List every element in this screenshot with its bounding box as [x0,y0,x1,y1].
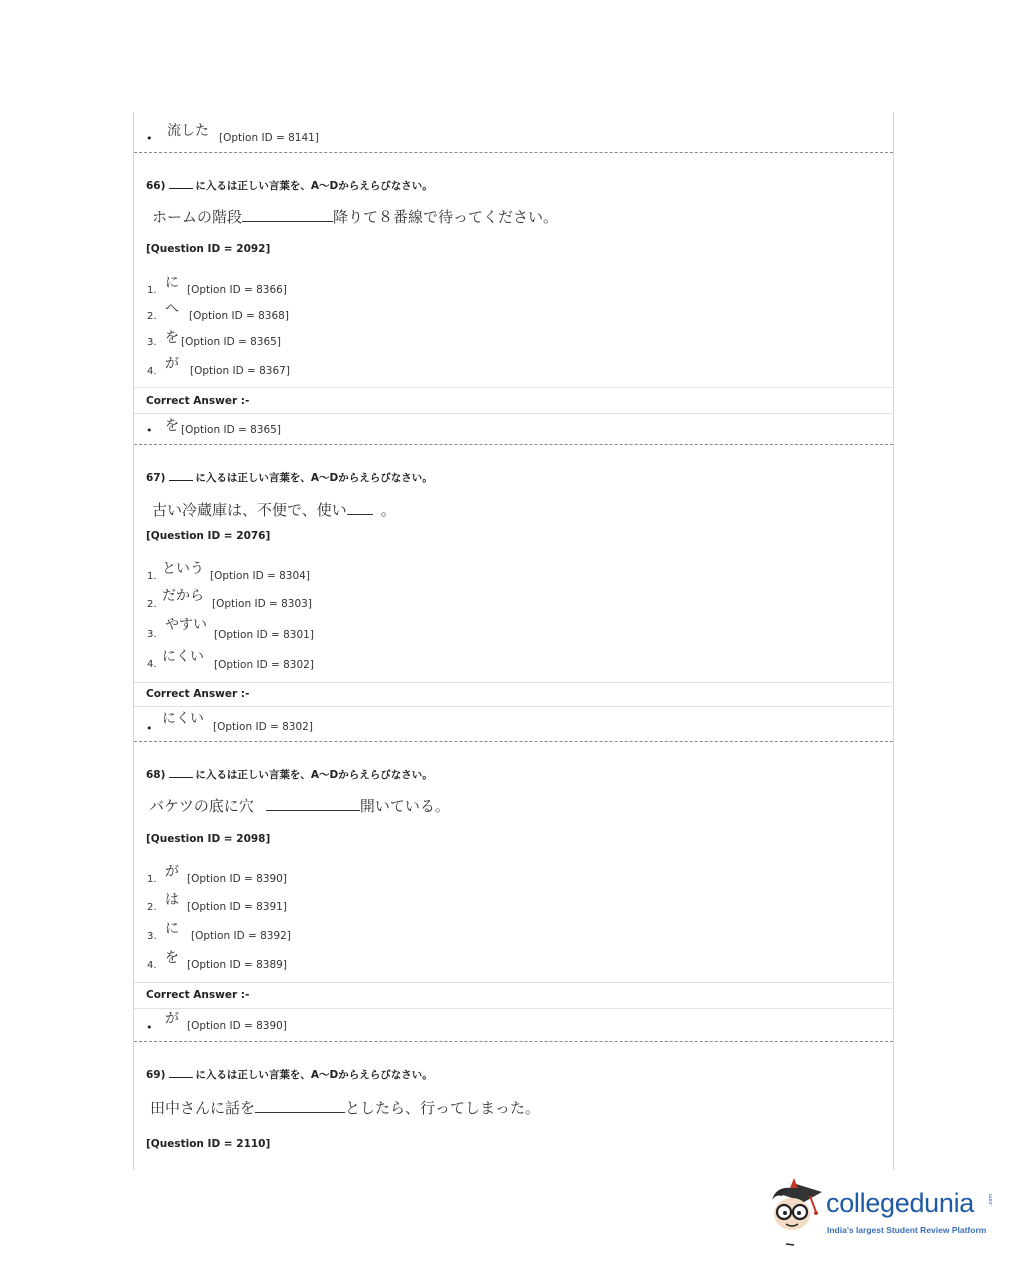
stem-blank [347,500,373,515]
option-number: 4. [147,659,157,670]
option-text: にくい [162,649,204,665]
divider [134,1008,893,1009]
answer-text: 流した [167,123,209,139]
answer-bullet: • [146,722,153,735]
instruction-blank [169,471,193,481]
option-text: という [162,561,204,577]
brand-com: .com [988,1193,994,1206]
question-separator [134,444,893,445]
collegedunia-logo [766,1178,996,1248]
option-id: [Option ID = 8301] [214,629,314,641]
correct-answer-text: を [165,418,179,434]
option-number: 1. [147,571,157,582]
question-paper [133,112,894,1170]
question-separator [134,1041,893,1042]
brand-name: collegedunia [826,1188,975,1218]
option-id: [Option ID = 8391] [187,901,287,913]
correct-answer-option-id: [Option ID = 8302] [213,721,313,733]
instruction-text: に入るは正しい言葉を、A～Dからえらびなさい。 [195,180,433,192]
option-number: 4. [147,366,157,377]
divider [134,682,893,683]
option-number: 3. [147,337,157,348]
mascot-icon [766,1178,826,1248]
correct-answer-option-id: [Option ID = 8365] [181,424,281,436]
question-separator [134,152,893,153]
correct-answer-option-id: [Option ID = 8390] [187,1020,287,1032]
option-text: が [165,864,179,880]
question-number: 69) [146,1069,166,1081]
answer-bullet: • [146,132,153,145]
question-67-id: [Question ID = 2076] [146,530,271,542]
answer-option-id: [Option ID = 8141] [219,132,319,144]
question-number: 66) [146,180,166,192]
option-text: に [165,275,179,291]
option-number: 1. [147,874,157,885]
option-text: を [165,330,179,346]
instruction-text: に入るは正しい言葉を、A～Dからえらびなさい。 [195,472,433,484]
option-text: やすい [165,617,207,633]
brand-tagline: India's largest Student Review Platform [827,1225,987,1235]
option-id: [Option ID = 8389] [187,959,287,971]
instruction-text: に入るは正しい言葉を、A～Dからえらびなさい。 [195,769,433,781]
question-69-stem: 田中さんに話を としたら、行ってしまった。 [150,1099,541,1117]
option-number: 4. [147,960,157,971]
question-separator [134,741,893,742]
question-69-instruction [146,1067,433,1082]
divider [134,706,893,707]
option-text: だから [162,588,204,604]
option-id: [Option ID = 8365] [181,336,281,348]
question-number: 68) [146,769,166,781]
correct-answer-text: が [165,1011,179,1027]
question-68-stem: バケツの底に穴 開いている。 [149,797,450,815]
answer-bullet: • [146,1021,153,1034]
option-id: [Option ID = 8367] [190,365,290,377]
question-67-instruction [146,470,433,485]
instruction-blank [169,768,193,778]
stem-blank [242,207,333,222]
answer-bullet: • [146,424,153,437]
option-number: 1. [147,285,157,296]
correct-answer-label: Correct Answer :- [146,989,250,1001]
question-68-instruction [146,767,433,782]
option-id: [Option ID = 8303] [212,598,312,610]
stem-blank [266,796,360,811]
divider [134,982,893,983]
question-number: 67) [146,472,166,484]
option-text: が [165,356,179,372]
option-id: [Option ID = 8392] [191,930,291,942]
instruction-blank [169,1068,193,1078]
instruction-blank [169,179,193,189]
option-text: は [165,892,179,908]
option-text: へ [165,301,179,317]
option-id: [Option ID = 8302] [214,659,314,671]
correct-answer-label: Correct Answer :- [146,688,250,700]
question-66-id: [Question ID = 2092] [146,243,271,255]
divider [134,413,893,414]
option-text: に [165,921,179,937]
question-66-stem: ホームの階段 降りて８番線で待ってください。 [152,208,559,226]
stem-blank [255,1098,345,1113]
divider [134,387,893,388]
question-69-id: [Question ID = 2110] [146,1138,271,1150]
question-66-instruction [146,178,433,193]
option-text: を [165,950,179,966]
option-number: 2. [147,599,157,610]
option-number: 2. [147,311,157,322]
question-68-id: [Question ID = 2098] [146,833,271,845]
option-number: 2. [147,902,157,913]
option-number: 3. [147,931,157,942]
option-id: [Option ID = 8390] [187,873,287,885]
correct-answer-label: Correct Answer :- [146,395,250,407]
option-id: [Option ID = 8368] [189,310,289,322]
option-number: 3. [147,629,157,640]
question-67-stem: 古い冷蔵庫は、不便で、使い 。 [152,501,396,519]
option-id: [Option ID = 8366] [187,284,287,296]
option-id: [Option ID = 8304] [210,570,310,582]
correct-answer-text: にくい [162,711,204,727]
instruction-text: に入るは正しい言葉を、A～Dからえらびなさい。 [195,1069,433,1081]
